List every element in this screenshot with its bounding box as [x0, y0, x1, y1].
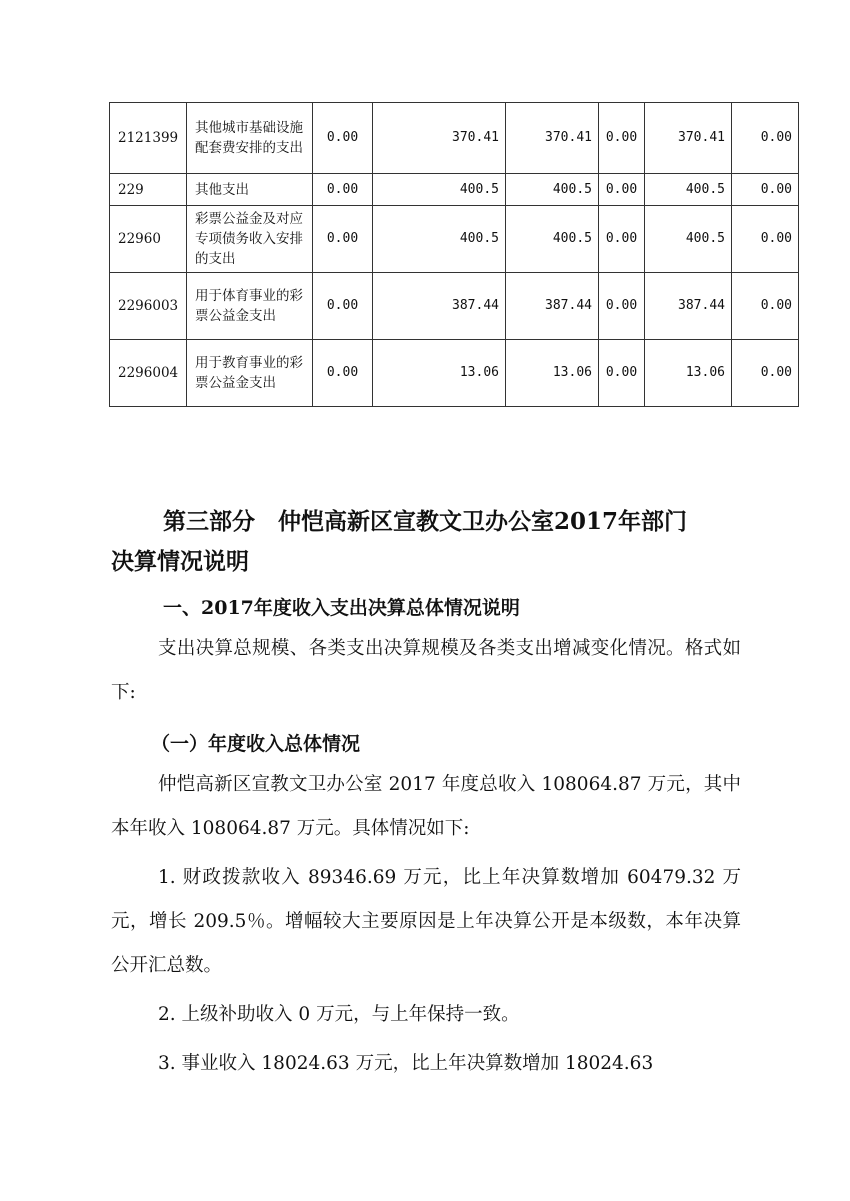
table-row — [110, 206, 799, 273]
row-name: 其他支出 — [187, 174, 313, 206]
row-value: 0.00 — [732, 103, 799, 174]
paragraph-total-income: 仲恺高新区宣教文卫办公室 2017 年度总收入 108064.87 万元，其中本年收入 108064.87 万元。具体情况如下: — [111, 774, 741, 839]
row-code: 2121399 — [110, 103, 187, 174]
row-value: 0.00 — [313, 273, 373, 340]
row-value: 0.00 — [599, 340, 645, 407]
subheading-block — [111, 590, 741, 626]
body-block — [111, 763, 741, 1086]
row-value: 13.06 — [506, 340, 599, 407]
subheading-overview: 一、2017年度收入支出决算总体情况说明 — [163, 597, 520, 619]
subheading-income: （一）年度收入总体情况 — [151, 733, 361, 755]
paragraph-subsidy-income: 2. 上级补助收入 0 万元，与上年保持一致。 — [158, 1004, 520, 1025]
row-value: 370.41 — [506, 103, 599, 174]
budget-table — [109, 102, 799, 407]
table-row — [110, 174, 799, 206]
row-code: 22960 — [110, 206, 187, 273]
row-value: 0.00 — [599, 206, 645, 273]
row-code: 229 — [110, 174, 187, 206]
row-value: 0.00 — [313, 340, 373, 407]
row-name: 用于体育事业的彩票公益金支出 — [187, 273, 313, 340]
row-name: 其他城市基础设施配套费安排的支出 — [187, 103, 313, 174]
row-value: 370.41 — [373, 103, 506, 174]
row-name: 用于教育事业的彩票公益金支出 — [187, 340, 313, 407]
section-heading — [111, 502, 741, 582]
row-value: 0.00 — [732, 206, 799, 273]
row-value: 400.5 — [506, 174, 599, 206]
row-value: 400.5 — [506, 206, 599, 273]
row-value: 0.00 — [599, 174, 645, 206]
row-value: 387.44 — [506, 273, 599, 340]
row-code: 2296004 — [110, 340, 187, 407]
row-value: 370.41 — [645, 103, 732, 174]
section-title-line1: 第三部分 仲恺高新区宣教文卫办公室2017年部门 — [163, 508, 688, 535]
intro-block — [111, 627, 741, 715]
paragraph-fiscal-income: 1. 财政拨款收入 89346.69 万元，比上年决算数增加 60479.32 万元，增长 209.5％。增幅较大主要原因是上年决算公开是本级数，本年决算公开汇总数。 — [111, 867, 741, 976]
row-value: 13.06 — [373, 340, 506, 407]
table-row — [110, 340, 799, 407]
row-value: 13.06 — [645, 340, 732, 407]
row-value: 0.00 — [732, 174, 799, 206]
row-value: 0.00 — [732, 273, 799, 340]
section-title-line2: 决算情况说明 — [111, 548, 249, 575]
row-value: 387.44 — [645, 273, 732, 340]
row-name: 彩票公益金及对应专项债务收入安排的支出 — [187, 206, 313, 273]
subheading-block-2 — [111, 722, 741, 766]
intro-paragraph: 支出决算总规模、各类支出决算规模及各类支出增减变化情况。格式如下: — [111, 638, 741, 703]
row-value: 400.5 — [373, 174, 506, 206]
row-value: 0.00 — [732, 340, 799, 407]
row-value: 400.5 — [645, 206, 732, 273]
row-value: 0.00 — [313, 103, 373, 174]
row-value: 0.00 — [599, 103, 645, 174]
row-value: 400.5 — [645, 174, 732, 206]
table-row — [110, 103, 799, 174]
row-value: 0.00 — [599, 273, 645, 340]
row-code: 2296003 — [110, 273, 187, 340]
table-row — [110, 273, 799, 340]
row-value: 0.00 — [313, 174, 373, 206]
row-value: 387.44 — [373, 273, 506, 340]
row-value: 400.5 — [373, 206, 506, 273]
paragraph-business-income: 3. 事业收入 18024.63 万元，比上年决算数增加 18024.63 — [158, 1053, 654, 1074]
row-value: 0.00 — [313, 206, 373, 273]
